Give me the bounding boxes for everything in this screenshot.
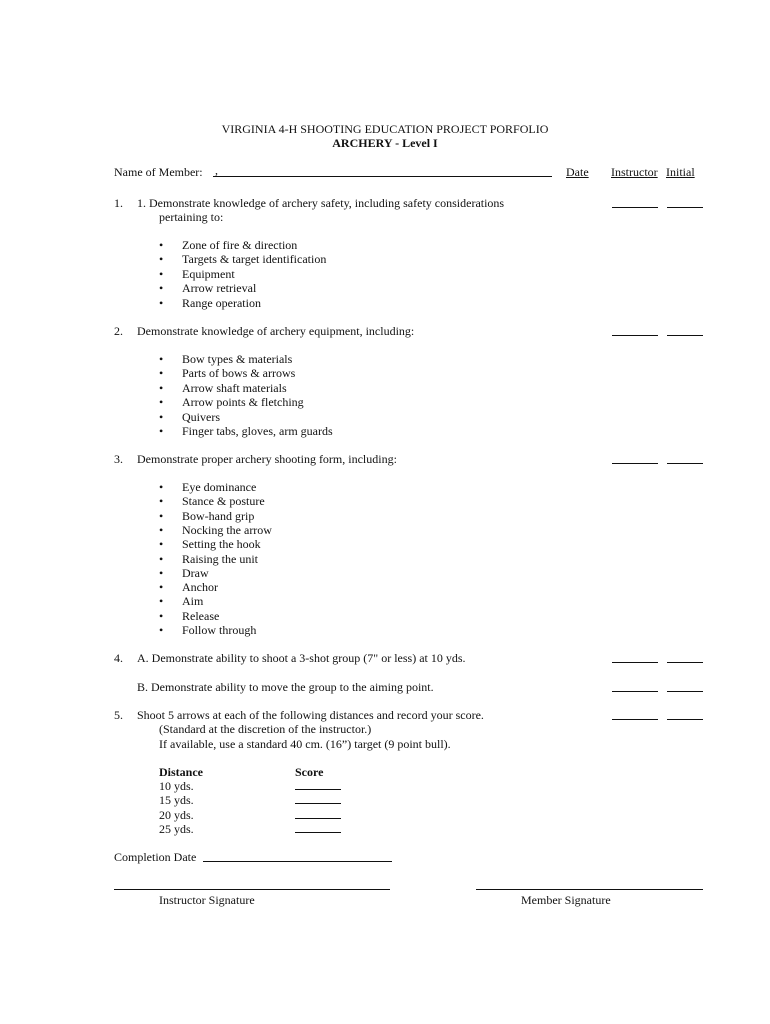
bullet-marker: • bbox=[159, 480, 164, 494]
item-5-initial-field[interactable] bbox=[667, 708, 703, 720]
item-1-initial-field[interactable] bbox=[667, 196, 703, 208]
instructor-column-header: Instructor bbox=[611, 165, 658, 179]
item-1-text-continued: pertaining to: bbox=[159, 210, 224, 224]
bullet-item: Aim bbox=[182, 594, 204, 609]
item-4a-initial-field[interactable] bbox=[667, 651, 703, 663]
score-field[interactable] bbox=[295, 778, 341, 790]
item-4a-text: A. Demonstrate ability to shoot a 3-shot group (7" or less) at 10 yds. bbox=[137, 651, 466, 665]
item-5-date-field[interactable] bbox=[612, 708, 658, 720]
bullet-marker: • bbox=[159, 537, 164, 552]
member-name-label: Name of Member: bbox=[114, 165, 203, 179]
bullet-item: Nocking the arrow bbox=[182, 522, 272, 537]
bullet-item: Setting the hook bbox=[182, 537, 261, 552]
item-5-text: Shoot 5 arrows at each of the following distances and record your score. bbox=[137, 708, 484, 722]
bullet-item: Parts of bows & arrows bbox=[182, 366, 296, 381]
bullet-marker: • bbox=[159, 594, 164, 609]
bullet-marker: • bbox=[159, 565, 164, 580]
bullet-item: Follow through bbox=[182, 623, 257, 637]
member-signature-line[interactable] bbox=[476, 889, 703, 890]
bullet-item: Stance & posture bbox=[182, 494, 265, 509]
distance-column-header: Distance bbox=[159, 765, 203, 779]
item-3-initial-field[interactable] bbox=[667, 452, 703, 464]
bullet-marker: • bbox=[159, 494, 164, 509]
bullet-marker: • bbox=[159, 380, 164, 395]
bullet-marker: • bbox=[159, 352, 164, 366]
bullet-marker: • bbox=[159, 266, 164, 281]
bullet-item: Release bbox=[182, 608, 220, 623]
distance-cell: 15 yds. bbox=[159, 793, 194, 808]
bullet-item: Quivers bbox=[182, 409, 220, 424]
completion-date-field[interactable] bbox=[203, 850, 392, 862]
initial-column-header: Initial bbox=[666, 165, 695, 179]
bullet-marker: • bbox=[159, 252, 164, 267]
item-3-date-field[interactable] bbox=[612, 452, 658, 464]
bullet-marker: • bbox=[159, 295, 164, 310]
instructor-signature-line[interactable] bbox=[114, 889, 390, 890]
item-2-initial-field[interactable] bbox=[667, 324, 703, 336]
bullet-item: Targets & target identification bbox=[182, 252, 327, 267]
bullet-marker: • bbox=[159, 580, 164, 595]
bullet-item: Arrow points & fletching bbox=[182, 395, 304, 410]
bullet-item: Draw bbox=[182, 565, 209, 580]
item-4b-date-field[interactable] bbox=[612, 680, 658, 692]
bullet-item: Raising the unit bbox=[182, 551, 258, 566]
bullet-marker: • bbox=[159, 395, 164, 410]
bullet-item: Eye dominance bbox=[182, 480, 257, 494]
item-2-text: Demonstrate knowledge of archery equipment, including: bbox=[137, 324, 415, 338]
item-4b-text: B. Demonstrate ability to move the group to the aiming point. bbox=[137, 680, 434, 694]
instructor-signature-label: Instructor Signature bbox=[159, 893, 255, 907]
bullet-item: Arrow shaft materials bbox=[182, 380, 287, 395]
score-field[interactable] bbox=[295, 792, 341, 804]
item-5-number: 5. bbox=[114, 708, 123, 722]
item-3-number: 3. bbox=[114, 452, 123, 466]
item-1-number: 1. bbox=[114, 196, 123, 210]
bullet-item: Finger tabs, gloves, arm guards bbox=[182, 424, 333, 438]
completion-date-label: Completion Date bbox=[114, 850, 197, 864]
score-field[interactable] bbox=[295, 821, 341, 833]
bullet-item: Arrow retrieval bbox=[182, 281, 257, 296]
bullet-item: Bow types & materials bbox=[182, 352, 293, 366]
bullet-marker: • bbox=[159, 508, 164, 523]
item-5-text-line-3: If available, use a standard 40 cm. (16”) target (9 point bull). bbox=[159, 737, 451, 751]
bullet-marker: • bbox=[159, 623, 164, 637]
item-3-text: Demonstrate proper archery shooting form, including: bbox=[137, 452, 397, 466]
bullet-marker: • bbox=[159, 366, 164, 381]
bullet-item: Bow-hand grip bbox=[182, 508, 255, 523]
bullet-item: Zone of fire & direction bbox=[182, 238, 298, 252]
item-4a-date-field[interactable] bbox=[612, 651, 658, 663]
item-5-text-line-2: (Standard at the discretion of the instructor.) bbox=[159, 722, 372, 736]
bullet-marker: • bbox=[159, 409, 164, 424]
score-field[interactable] bbox=[295, 807, 341, 819]
document-subtitle: ARCHERY - Level I bbox=[332, 136, 438, 150]
item-1-text: 1. Demonstrate knowledge of archery safety, including safety considerations bbox=[137, 196, 505, 210]
bullet-item: Anchor bbox=[182, 580, 218, 595]
distance-cell: 10 yds. bbox=[159, 779, 194, 793]
distance-cell: 20 yds. bbox=[159, 807, 194, 822]
bullet-marker: • bbox=[159, 608, 164, 623]
item-2-date-field[interactable] bbox=[612, 324, 658, 336]
item-1-date-field[interactable] bbox=[612, 196, 658, 208]
bullet-item: Equipment bbox=[182, 266, 235, 281]
bullet-marker: • bbox=[159, 424, 164, 438]
item-2-number: 2. bbox=[114, 324, 123, 338]
score-column-header: Score bbox=[295, 765, 324, 779]
document-title: VIRGINIA 4-H SHOOTING EDUCATION PROJECT PORFOLIO bbox=[221, 122, 549, 136]
member-signature-label: Member Signature bbox=[521, 893, 611, 907]
distance-cell: 25 yds. bbox=[159, 821, 194, 836]
bullet-marker: • bbox=[159, 281, 164, 296]
bullet-marker: • bbox=[159, 522, 164, 537]
date-column-header: Date bbox=[566, 165, 589, 179]
member-name-value: , bbox=[215, 163, 218, 177]
member-name-field[interactable] bbox=[213, 163, 552, 177]
item-4b-initial-field[interactable] bbox=[667, 680, 703, 692]
item-4-number: 4. bbox=[114, 651, 123, 665]
bullet-marker: • bbox=[159, 238, 164, 252]
bullet-item: Range operation bbox=[182, 295, 261, 310]
bullet-marker: • bbox=[159, 551, 164, 566]
